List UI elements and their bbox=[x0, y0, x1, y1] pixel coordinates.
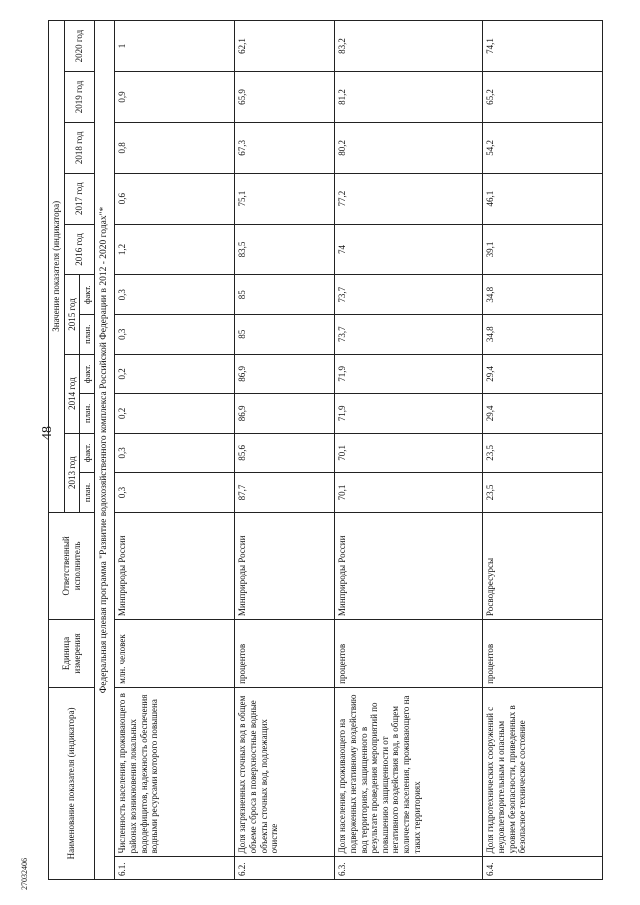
value-2013-fact: 23,5 bbox=[483, 433, 603, 473]
value-2014-plan: 71,9 bbox=[335, 394, 483, 434]
header-2018: 2018 год bbox=[64, 122, 95, 173]
value-2014-plan: 86,9 bbox=[235, 394, 335, 434]
header-2014: 2014 год bbox=[64, 354, 80, 433]
header-2014-plan: план. bbox=[80, 394, 95, 434]
value-2013-fact: 0,3 bbox=[115, 433, 235, 473]
value-2017: 0,6 bbox=[115, 173, 235, 224]
header-row-1 bbox=[49, 21, 65, 880]
row-executor: Минприроды России bbox=[115, 512, 235, 619]
value-2018: 80,2 bbox=[335, 122, 483, 173]
value-2013-plan: 87,7 bbox=[235, 473, 335, 513]
header-unit: Единица измерения bbox=[49, 620, 95, 688]
header-2013-fact: факт. bbox=[80, 433, 95, 473]
value-2016: 1,2 bbox=[115, 224, 235, 275]
page-number: 48 bbox=[40, 426, 55, 440]
value-2014-fact: 71,9 bbox=[335, 354, 483, 394]
header-2017: 2017 год bbox=[64, 173, 95, 224]
header-2013: 2013 год bbox=[64, 433, 80, 512]
section-title: Федеральная целевая программа "Развитие водохозяйственного комплекса Российской Федерации в 2012 - 2020 годах"* bbox=[95, 21, 115, 880]
value-2015-plan: 34,8 bbox=[483, 314, 603, 354]
value-2013-fact: 85,6 bbox=[235, 433, 335, 473]
value-2020: 74,1 bbox=[483, 21, 603, 72]
value-2014-fact: 0,2 bbox=[115, 354, 235, 394]
row-name: Доля населения, проживающего на подверженных негативному воздействию вод территориях, защищенного в результате проведения мероприятий по повышению защищенности от негативного воздействия вод, в общем количестве населения, проживающего на таких территориях bbox=[335, 687, 483, 857]
value-2018: 67,3 bbox=[235, 122, 335, 173]
value-2013-plan: 70,1 bbox=[335, 473, 483, 513]
value-2013-plan: 23,5 bbox=[483, 473, 603, 513]
row-index: 6.2. bbox=[235, 857, 335, 880]
header-2014-fact: факт. bbox=[80, 354, 95, 394]
section-row bbox=[95, 21, 115, 880]
value-2015-fact: 34,8 bbox=[483, 275, 603, 315]
value-2014-fact: 86,9 bbox=[235, 354, 335, 394]
row-unit: процентов bbox=[483, 620, 603, 688]
value-2019: 65,2 bbox=[483, 72, 603, 123]
row-unit: млн. человек bbox=[115, 620, 235, 688]
value-2017: 46,1 bbox=[483, 173, 603, 224]
row-index: 6.4. bbox=[483, 857, 603, 880]
value-2020: 62,1 bbox=[235, 21, 335, 72]
value-2013-fact: 70,1 bbox=[335, 433, 483, 473]
value-2019: 0,9 bbox=[115, 72, 235, 123]
header-values-group: Значение показателя (индикатора) bbox=[49, 21, 65, 513]
value-2016: 39,1 bbox=[483, 224, 603, 275]
value-2019: 65,9 bbox=[235, 72, 335, 123]
value-2019: 81,2 bbox=[335, 72, 483, 123]
header-2013-plan: план. bbox=[80, 473, 95, 513]
value-2013-plan: 0,3 bbox=[115, 473, 235, 513]
row-index: 6.1. bbox=[115, 857, 235, 880]
row-name: Доля загрязненных сточных вод в общем объеме сброса в поверхностные водные объекты сточных вод, подлежащих очистке bbox=[235, 687, 335, 857]
value-2014-fact: 29,4 bbox=[483, 354, 603, 394]
value-2018: 0,8 bbox=[115, 122, 235, 173]
header-2015-plan: план. bbox=[80, 314, 95, 354]
header-2019: 2019 год bbox=[64, 72, 95, 123]
header-name: Наименование показателя (индикатора) bbox=[49, 687, 95, 879]
value-2018: 54,2 bbox=[483, 122, 603, 173]
table-row bbox=[115, 21, 235, 880]
row-index: 6.3. bbox=[335, 857, 483, 880]
value-2016: 83,5 bbox=[235, 224, 335, 275]
header-executor: Ответственный исполнитель bbox=[49, 512, 95, 619]
value-2015-fact: 85 bbox=[235, 275, 335, 315]
header-2020: 2020 год bbox=[64, 21, 95, 72]
value-2014-plan: 0,2 bbox=[115, 394, 235, 434]
row-executor: Минприроды России bbox=[335, 512, 483, 619]
header-2015-fact: факт. bbox=[80, 275, 95, 315]
value-2016: 74 bbox=[335, 224, 483, 275]
value-2015-fact: 0,3 bbox=[115, 275, 235, 315]
row-executor: Росводресурсы bbox=[483, 512, 603, 619]
value-2017: 75,1 bbox=[235, 173, 335, 224]
value-2015-plan: 73,7 bbox=[335, 314, 483, 354]
row-unit: процентов bbox=[235, 620, 335, 688]
indicator-table bbox=[48, 20, 603, 880]
value-2014-plan: 29,4 bbox=[483, 394, 603, 434]
value-2015-fact: 73,7 bbox=[335, 275, 483, 315]
row-name: Доля гидротехнических сооружений с неудовлетворительным и опасным уровнем безопасности, приведенных в безопасное техническое состояние bbox=[483, 687, 603, 857]
value-2017: 77,2 bbox=[335, 173, 483, 224]
row-name: Численность населения, проживающего в районах возникновения локальных вододефицитов, надежность обеспечения водными ресурсами которого повышена bbox=[115, 687, 235, 857]
header-2015: 2015 год bbox=[64, 275, 80, 354]
row-executor: Минприроды России bbox=[235, 512, 335, 619]
header-2016: 2016 год bbox=[64, 224, 95, 275]
document-code: 27032406 bbox=[20, 858, 29, 890]
table-row bbox=[335, 21, 483, 880]
indicator-table-sheet bbox=[48, 20, 608, 880]
table-row bbox=[483, 21, 603, 880]
value-2020: 83,2 bbox=[335, 21, 483, 72]
value-2015-plan: 0,3 bbox=[115, 314, 235, 354]
row-unit: процентов bbox=[335, 620, 483, 688]
table-row bbox=[235, 21, 335, 880]
value-2020: 1 bbox=[115, 21, 235, 72]
value-2015-plan: 85 bbox=[235, 314, 335, 354]
